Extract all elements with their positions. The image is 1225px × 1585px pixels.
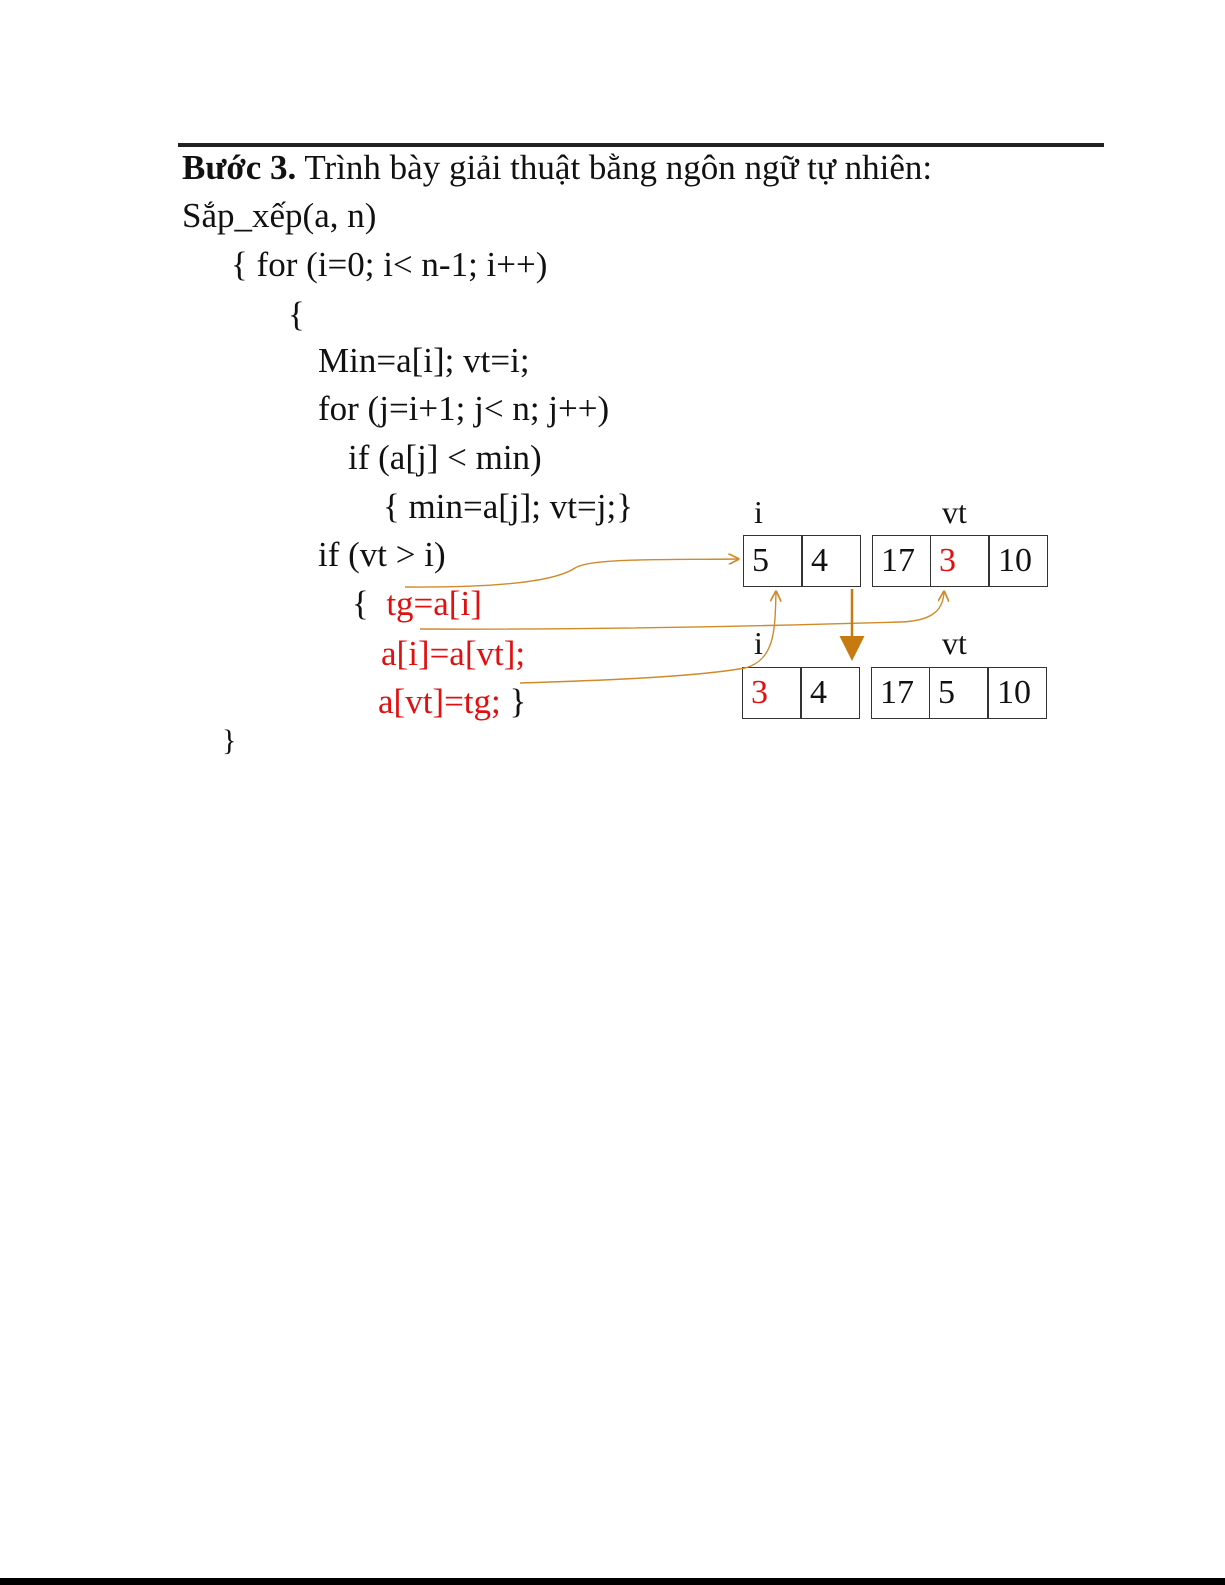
array-after-cell: 5 (929, 667, 988, 719)
heading-step: Bước 3. (182, 148, 297, 187)
array-before-cell: 3 (930, 535, 989, 587)
code-line-9-swap: tg=a[i] (386, 584, 482, 623)
array-before-cell: 10 (989, 535, 1048, 587)
code-line-8: if (vt > i) (318, 535, 446, 574)
code-line-5: for (j=i+1; j< n; j++) (318, 389, 610, 428)
array-after-cell: 4 (801, 667, 860, 719)
array-after-cell: 10 (988, 667, 1047, 719)
array-before-cell: 17 (872, 535, 931, 587)
code-line-11-swap: a[vt]=tg; (378, 682, 501, 721)
code-line-9-brace: { (352, 584, 369, 623)
code-line-3: { (288, 295, 305, 334)
code-line-6: if (a[j] < min) (348, 438, 542, 477)
array-before-cell: 5 (743, 535, 802, 587)
label-i-bottom: i (754, 625, 763, 661)
code-line-4: Min=a[i]; vt=i; (318, 341, 530, 380)
code-line-11-brace: } (509, 682, 527, 721)
label-vt-top: vt (942, 494, 967, 530)
arrow-a-i-from-a-vt (420, 592, 944, 629)
label-i-top: i (754, 494, 763, 530)
code-line-1: Sắp_xếp(a, n) (182, 196, 377, 235)
array-after-cell: 3 (742, 667, 801, 719)
heading-text: Trình bày giải thuật bằng ngôn ngữ tự nhiên: (296, 148, 933, 187)
code-line-12: } (222, 724, 237, 757)
bottom-rule (0, 1578, 1225, 1585)
code-line-10: a[i]=a[vt]; (381, 634, 526, 673)
code-line-2: { for (i=0; i< n-1; i++) (231, 245, 548, 284)
arrow-tg-from-a-i (405, 559, 738, 587)
array-after-cell: 17 (871, 667, 930, 719)
array-before-cell: 4 (802, 535, 861, 587)
code-line-7: { min=a[j]; vt=j;} (383, 487, 633, 526)
arrow-a-vt-from-tg (520, 592, 776, 683)
label-vt-bottom: vt (942, 625, 967, 661)
